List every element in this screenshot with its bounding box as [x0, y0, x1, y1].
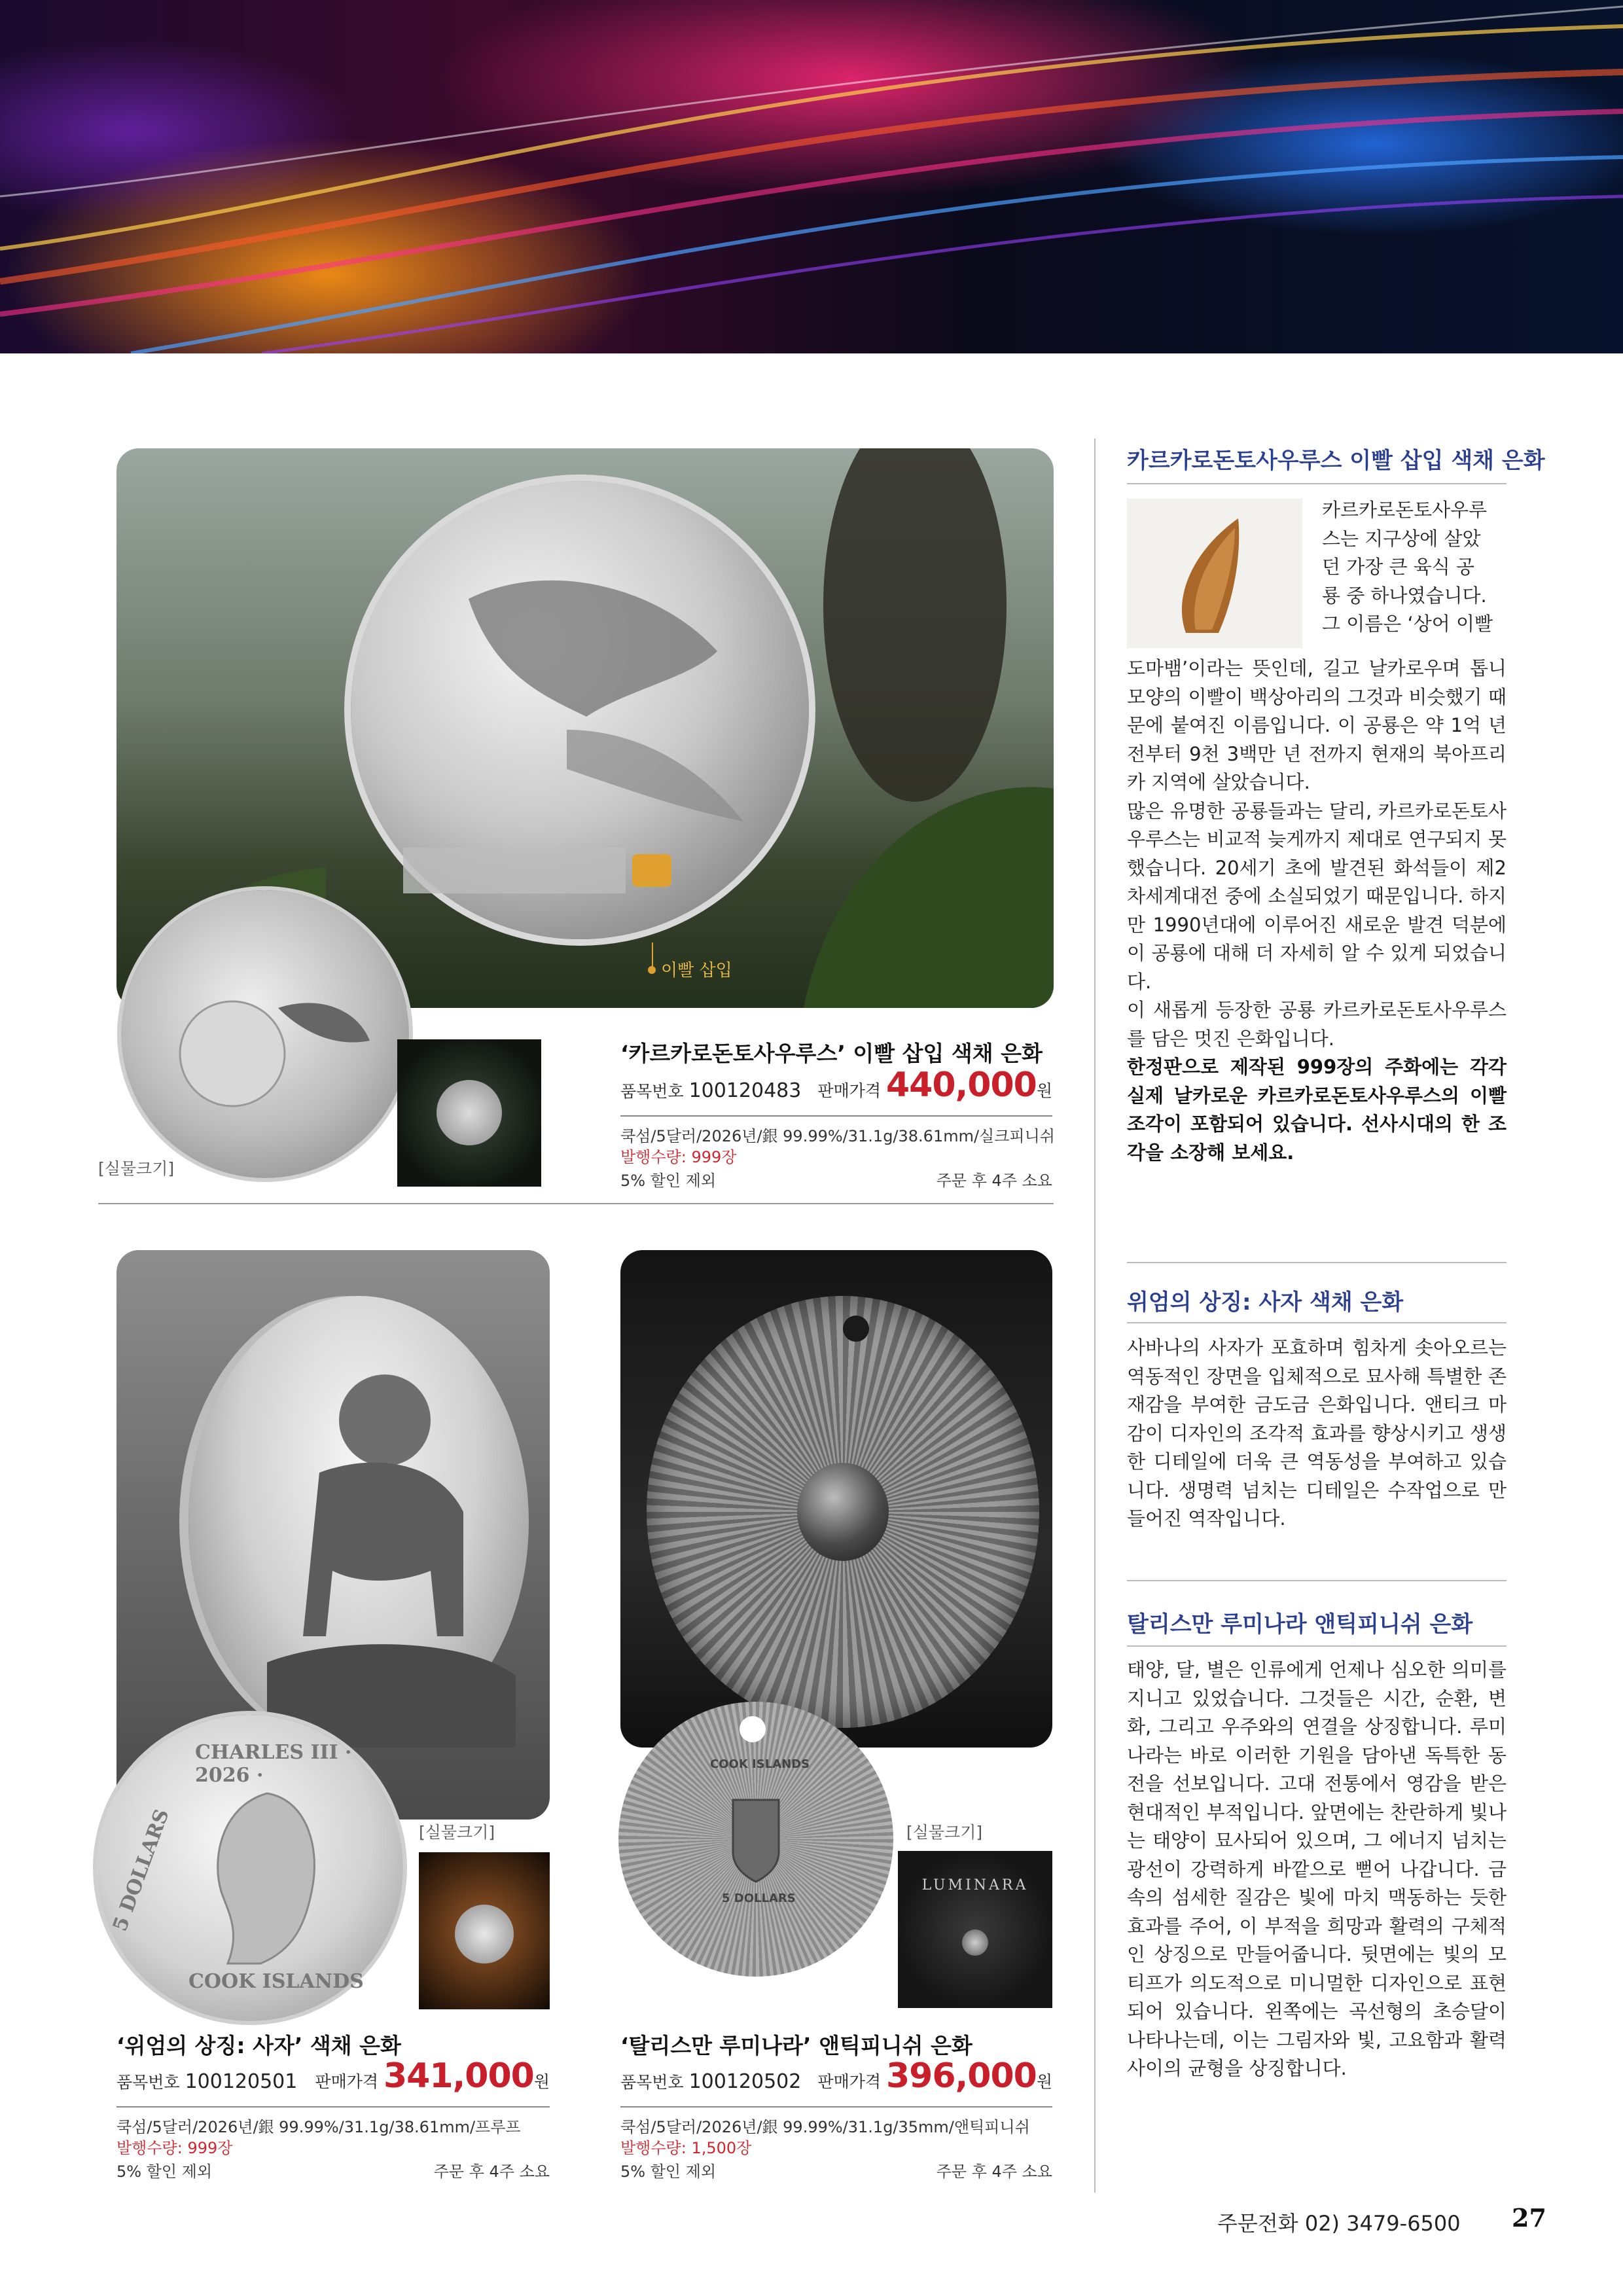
lion-engraving — [188, 1296, 529, 1748]
article-heading: 카르카로돈토사우루스 이빨 삽입 색채 은화 — [1127, 448, 1545, 474]
product-title: ‘위엄의 상징: 사자’ 색채 은화 — [116, 2033, 401, 2058]
mintage: 발행수량: 1,500장 — [620, 2139, 752, 2157]
callout-dot — [648, 966, 656, 974]
coin-hole — [843, 1316, 869, 1342]
tooth-image — [1127, 499, 1302, 648]
luminara-coin-box — [898, 1851, 1052, 2008]
coin-legend-bottom: 5 DOLLARS — [722, 1892, 796, 1905]
lead-time: 주문 후 4주 소요 — [433, 2162, 550, 2181]
product-spec: 쿡섬/5달러/2026년/銀 99.99%/31.1g/38.61mm/프루프 — [116, 2118, 521, 2136]
wrap-line: 스는 지구상에 살았 — [1322, 527, 1481, 550]
order-phone — [1217, 2207, 1461, 2237]
sun-center — [797, 1463, 889, 1561]
dinosaur-coin-box — [397, 1039, 541, 1187]
actual-size-label: [실물크기] — [98, 1159, 175, 1178]
paragraph: 도마뱀’이라는 뜻인데, 길고 날카로우며 톱니 모양의 이빨이 백상아리의 그것과 비슷했기 때문에 붙여진 이름입니다. 이 공룡은 약 1억 년 전부터 9천 3백만 년 전까지 현재의 북아프리카 지역에 살았습니다. — [1127, 657, 1507, 793]
dinosaur-coin-reverse — [351, 481, 809, 939]
product-price: 판매가격 396,000원 — [817, 2056, 1052, 2096]
article-heading: 위엄의 상징: 사자 색채 은화 — [1127, 1289, 1404, 1316]
dinosaur-head-engraving — [351, 481, 809, 939]
tooth-photo — [1127, 499, 1302, 648]
sun-coin-obverse — [647, 1296, 1039, 1728]
article-heading: 탈리스만 루미나라 앤틱피니쉬 은화 — [1127, 1611, 1473, 1638]
page-number: 27 — [1512, 2203, 1546, 2233]
box-coin — [962, 1929, 988, 1956]
paragraph: 많은 유명한 공룡들과는 달리, 카르카로돈토사우루스는 비교적 늦게까지 제대로 연구되지 못했습니다. 20세기 초에 발견된 화석들이 제2차세계대전 중에 소실되었기 때문입니다. 하지만 1990년대에 이루어진 새로운 발견 덕분에 이 공룡에 대해 더 자세히 알 수 있게 되었습니다. — [1127, 799, 1507, 993]
king-portrait-engraving — [121, 890, 409, 1178]
divider — [116, 2106, 550, 2108]
header-banner — [0, 0, 1623, 353]
actual-size-label: [실물크기] — [906, 1823, 983, 1842]
luminara-coin-photo — [620, 1250, 1052, 1748]
product-code: 품목번호 100120483 — [620, 1079, 802, 1102]
discount-note: 5% 할인 제외 — [116, 2162, 213, 2181]
divider — [620, 2106, 1052, 2108]
discount-note: 5% 할인 제외 — [620, 2162, 717, 2181]
product-spec: 쿡섬/5달러/2026년/銀 99.99%/31.1g/35mm/앤틱피니쉬 — [620, 2118, 1030, 2136]
box-coin — [437, 1080, 502, 1145]
section-separator — [98, 1203, 1054, 1204]
tooth-callout-label: 이빨 삽입 — [661, 961, 732, 980]
luminara-coin-reverse — [618, 1702, 893, 1977]
lion-coin-reverse — [188, 1296, 529, 1748]
coin-legend-top: COOK ISLANDS — [710, 1757, 810, 1771]
article-wrap-lines — [1322, 496, 1507, 639]
product-code: 품목번호 100120501 — [116, 2070, 298, 2093]
heading-rule — [1127, 1322, 1507, 1323]
light-streaks-graphic — [0, 0, 1623, 353]
wrap-line: 던 가장 큰 육식 공 — [1322, 556, 1474, 578]
coin-legend-bottom: COOK ISLANDS — [188, 1970, 364, 1993]
paragraph: 이 새롭게 등장한 공룡 카르카로돈토사우루스를 담은 멋진 은화입니다. — [1127, 999, 1507, 1050]
discount-note: 5% 할인 제외 — [620, 1172, 717, 1190]
order-phone-number: 02) 3479-6500 — [1304, 2211, 1461, 2236]
divider — [620, 1115, 1052, 1117]
lead-time: 주문 후 4주 소요 — [936, 1172, 1052, 1190]
mintage: 발행수량: 999장 — [116, 2139, 233, 2157]
product-title: ‘카르카로돈토사우루스’ 이빨 삽입 색채 은화 — [620, 1041, 1043, 1066]
product-code: 품목번호 100120502 — [620, 2070, 802, 2093]
product-price: 판매가격 341,000원 — [315, 2056, 550, 2096]
box-coin — [455, 1905, 514, 1964]
dinosaur-coin-obverse — [121, 890, 409, 1178]
product-spec: 쿡섬/5달러/2026년/銀 99.99%/31.1g/38.61mm/실크피니쉬 — [620, 1127, 1055, 1145]
lead-time: 주문 후 4주 소요 — [936, 2162, 1052, 2181]
paragraph-bold: 한정판으로 제작된 999장의 주화에는 각각 실제 날카로운 카르카로돈토사우루스의 이빨 조각이 포함되어 있습니다. 선사시대의 한 조각을 소장해 보세요. — [1127, 1056, 1507, 1164]
coat-of-arms-engraving — [618, 1702, 893, 1977]
column-divider — [1094, 439, 1096, 2193]
heading-rule — [1127, 1645, 1507, 1647]
section-rule — [1127, 1580, 1507, 1581]
product-price: 판매가격 440,000원 — [817, 1066, 1052, 1105]
coin-legend-left: 5 DOLLARS — [108, 1806, 174, 1935]
lion-coin-obverse — [97, 1715, 403, 2021]
product-title: ‘탈리스만 루미나라’ 앤틱피니쉬 은화 — [620, 2033, 972, 2058]
actual-size-label: [실물크기] — [419, 1823, 495, 1842]
section-rule — [1127, 1262, 1507, 1263]
order-phone-label: 주문전화 — [1217, 2211, 1298, 2236]
article-body — [1127, 655, 1507, 1167]
mintage: 발행수량: 999장 — [620, 1148, 737, 1166]
lion-coin-box — [419, 1852, 550, 2009]
heading-rule — [1127, 483, 1507, 484]
wrap-line: 그 이름은 ‘상어 이빨 — [1322, 613, 1493, 635]
box-brand-text: LUMINARA — [921, 1877, 1029, 1893]
wrap-line: 룡 중 하나였습니다. — [1322, 584, 1487, 607]
article-body: 사바나의 사자가 포효하며 힘차게 솟아오르는 역동적인 장면을 입체적으로 묘사해 특별한 존재감을 부여한 금도금 은화입니다. 앤티크 마감이 디자인의 조각적 효과를 향상시키고 생생한 디테일에 더욱 큰 역동성을 부여하고 있습니다. 생명력 넘치는 디테일은 수작업으로 만들어진 역작입니다. — [1127, 1336, 1507, 1530]
wrap-line: 카르카로돈토사우루 — [1322, 499, 1488, 521]
coin-legend-top: CHARLES III · 2026 · — [195, 1741, 352, 1787]
article-body: 태양, 달, 별은 인류에게 언제나 심오한 의미를 지니고 있었습니다. 그것들은 시간, 순환, 변화, 그리고 우주와의 연결을 상징합니다. 루미나라는 바로 이러한 기원을 담아낸 독특한 동전을 선보입니다. 고대 전통에서 영감을 받은 현대적인 부적입니다. 앞면에는 찬란하게 빛나는 태양이 묘사되어 있으며, 그 에너지 넘치는 광선이 강력하게 바깥으로 뻗어 나갑니다. 금속의 섬세한 질감은 빛에 마치 맥동하는 듯한 효과를 주어, 이 부적을 희망과 활력의 구체적인 상징으로 만들어줍니다. 뒷면에는 빛의 모티프가 의도적으로 미니멀한 디자인으로 표현되어 있습니다. 왼쪽에는 곡선형의 초승달이 나타나는데, 이는 그림자와 빛, 고요함과 활력 사이의 균형을 상징합니다. — [1127, 1659, 1507, 2079]
